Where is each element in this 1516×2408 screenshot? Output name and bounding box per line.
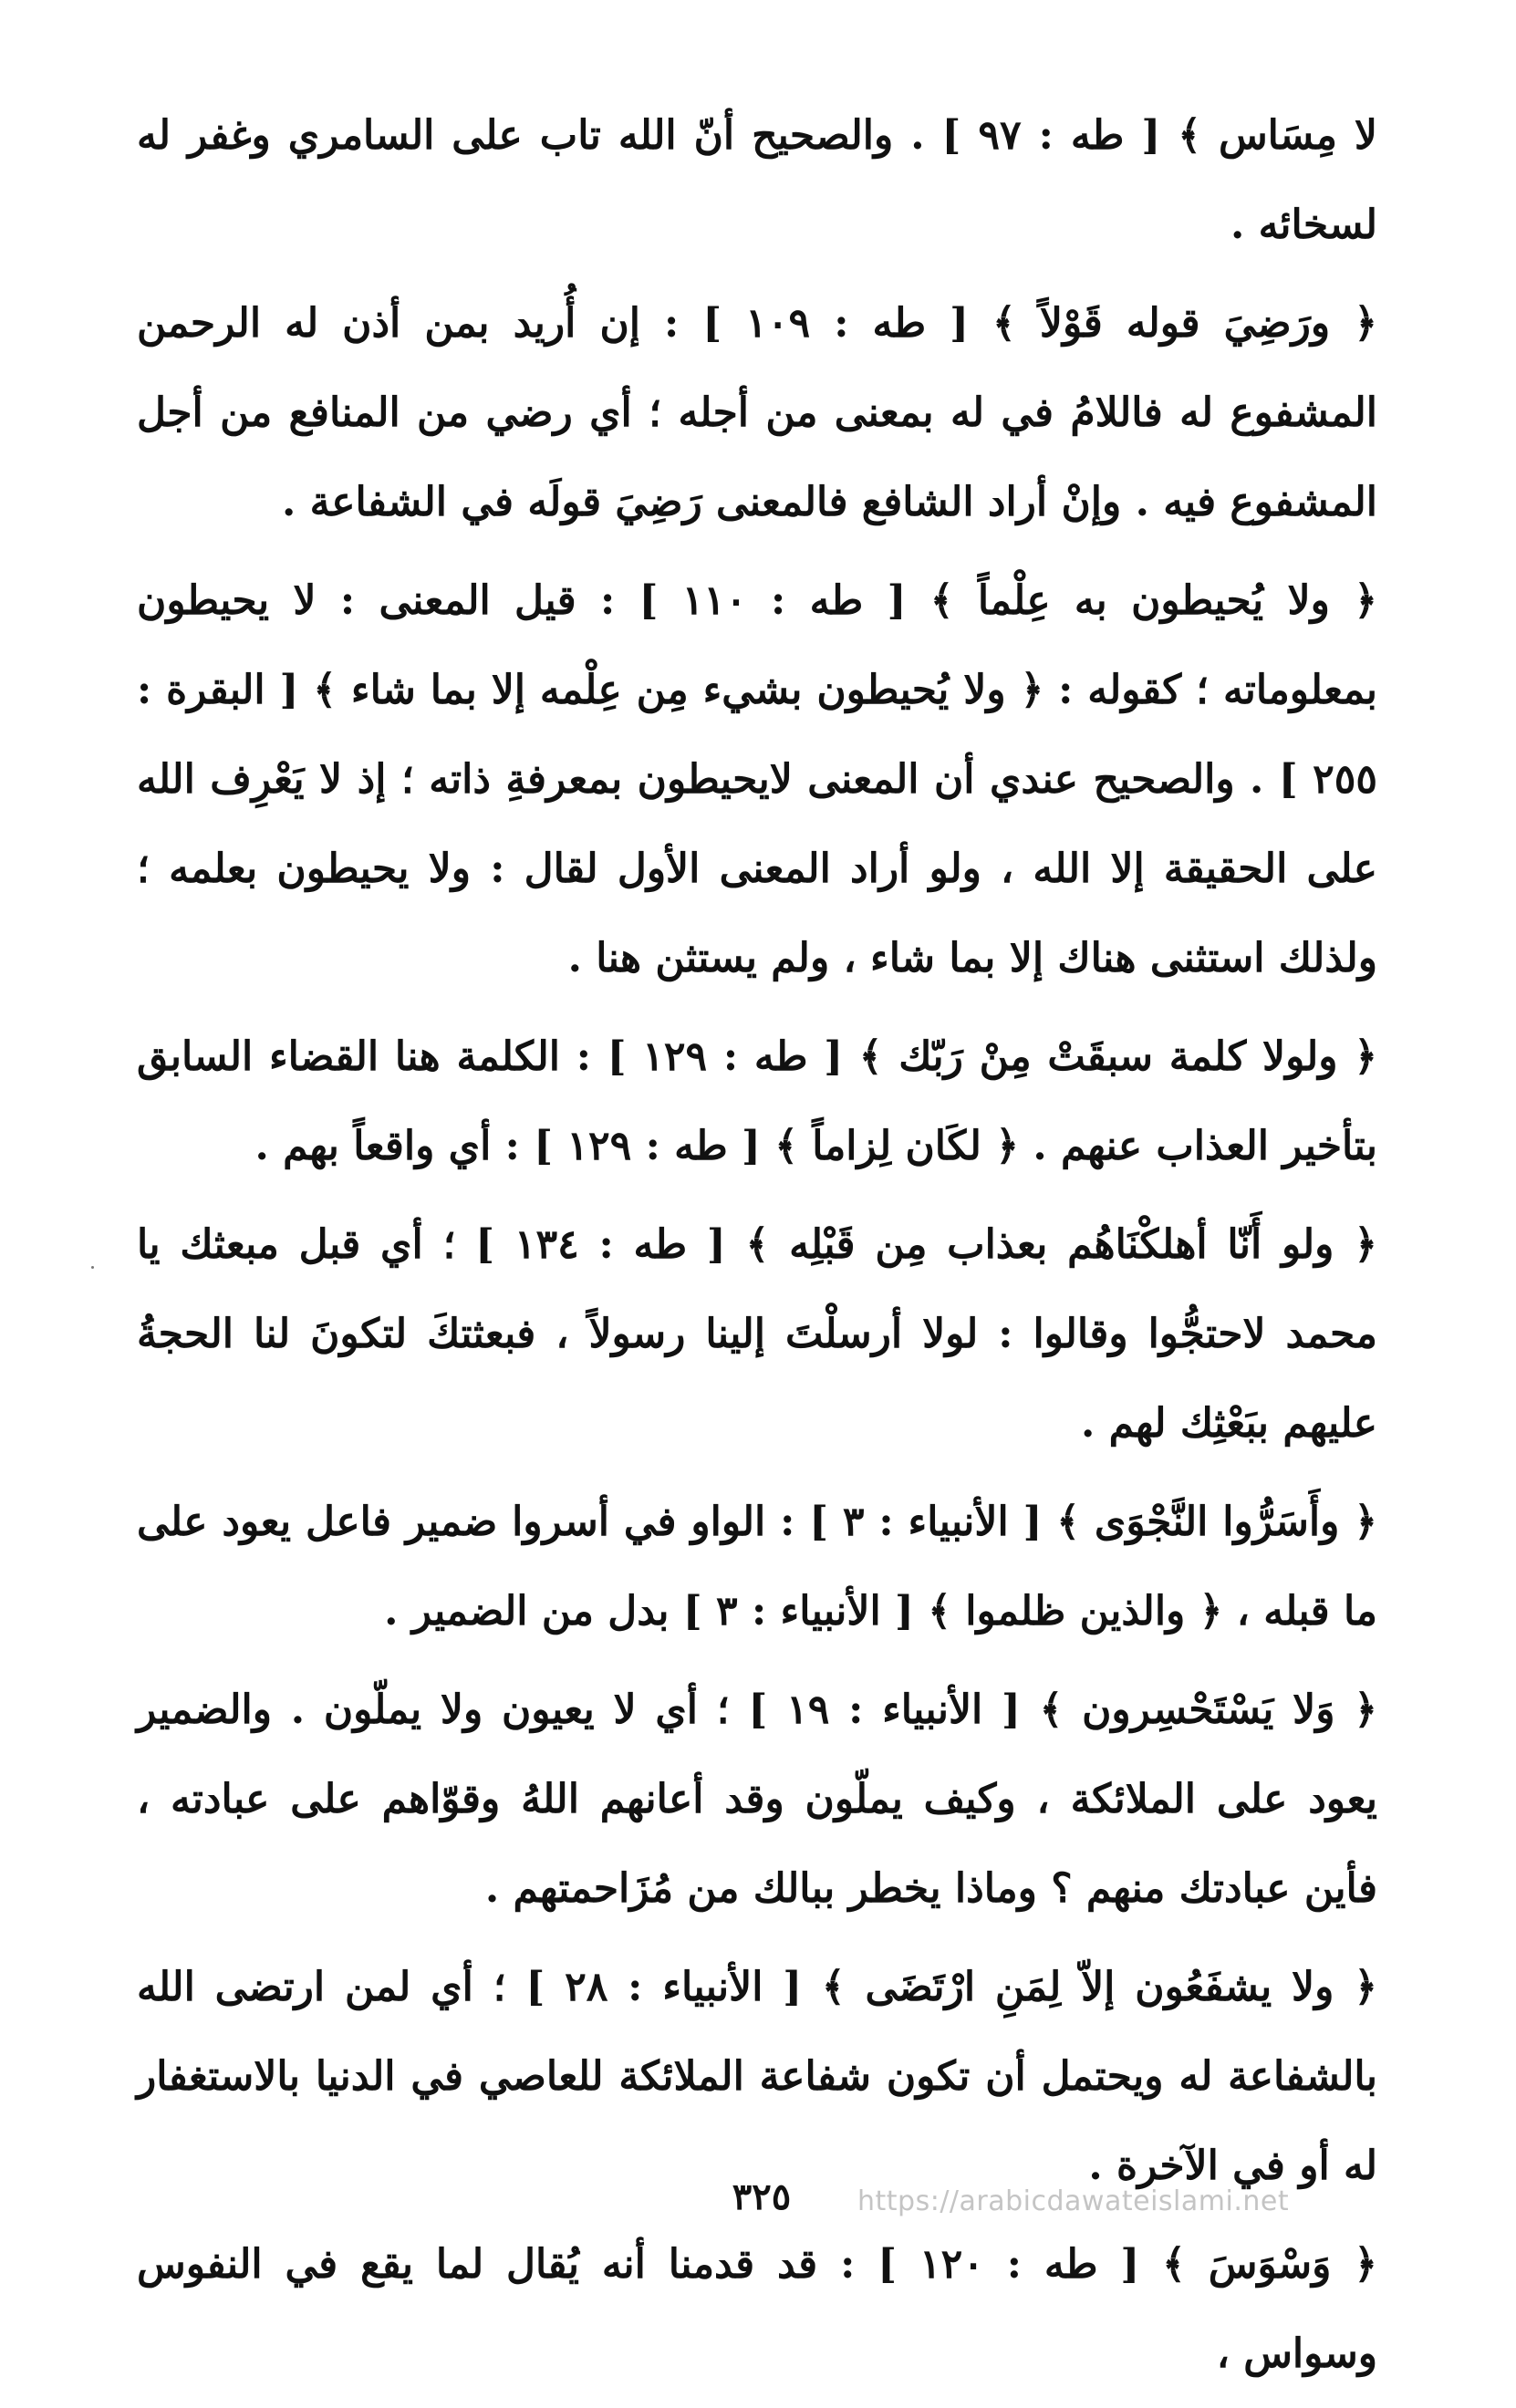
paragraph-6: ﴿ وأَسَرُّوا النَّجْوَى ﴾ [ الأنبياء : ٣ ] : الواو في أسروا ضمير فاعل يعود على ما قبله ، ﴿ والذين ظلموا ﴾ [ الأنبياء : ٣ ] بدل من الضمير . bbox=[137, 1499, 1377, 1635]
paragraph-4: ﴿ ولولا كلمة سبقَتْ مِنْ رَبّك ﴾ [ طه : ١٢٩ ] : الكلمة هنا القضاء السابق بتأخير العذاب عنهم . ﴿ لكَان لِزاماً ﴾ [ طه : ١٢٩ ] : أي واقعاً بهم . bbox=[137, 1033, 1377, 1169]
paragraph-9: ﴿ وَسْوَسَ ﴾ [ طه : ١٢٠ ] : قد قدمنا أنه يُقال لما يقع في النفوس وسواس ، bbox=[137, 2241, 1377, 2377]
paragraph-3: ﴿ ولا يُحيطون به عِلْماً ﴾ [ طه : ١١٠ ] : قيل المعنى : لا يحيطون بمعلوماته ؛ كقوله : ﴿ ولا يُحيطون بشيء مِن عِلْمه إلا بما شاء ﴾ [ البقرة : ٢٥٥ ] . والصحيح عندي أن المعنى لايحيطون بمعرفةِ ذاته ؛ إذ لا يَعْرِف الله على الحقيقة إلا الله ، ولو أراد المعنى الأول لقال : ولا يحيطون بعلمه ؛ ولذلك استثنى هناك إلا بما شاء ، ولم يستثن هنا . bbox=[137, 577, 1377, 981]
paragraph-1: لا مِسَاس ﴾ [ طه : ٩٧ ] . والصحيح أنّ الله تاب على السامري وغفر له لسخائه . bbox=[137, 112, 1377, 248]
paragraph-2: ﴿ ورَضِيَ قوله قَوْلاً ﴾ [ طه : ١٠٩ ] : إن أُريد بمن أذن له الرحمن المشفوع له فاللامُ في له بمعنى من أجله ؛ أي رضي من المنافع من أجل المشفوع فيه . وإنْ أراد الشافع فالمعنى رَضِيَ قولَه في الشفاعة . bbox=[137, 300, 1377, 525]
watermark-url: https://arabicdawateislami.net bbox=[857, 2185, 1290, 2217]
paragraph-8: ﴿ ولا يشفَعُون إلاّ لِمَنِ ارْتَضَى ﴾ [ الأنبياء : ٢٨ ] ؛ أي لمن ارتضى الله بالشفاعة له ويحتمل أن تكون شفاعة الملائكة للعاصي في الدنيا بالاستغفار له أو في الآخرة . bbox=[137, 1964, 1378, 2189]
paragraph-5: ﴿ ولو أَنّا أهلكْنَاهُم بعذاب مِن قَبْلِه ﴾ [ طه : ١٣٤ ] ؛ أي قبل مبعثك يا محمد لاحتجُّوا وقالوا : لولا أرسلْتَ إلينا رسولاً ، فبعثتكَ لتكونَ لنا الحجةُ عليهم ببَعْثِك لهم . bbox=[137, 1221, 1377, 1447]
paragraph-7: ﴿ وَلا يَسْتَحْسِرون ﴾ [ الأنبياء : ١٩ ] ؛ أي لا يعيون ولا يملّون . والضمير يعود على الملائكة ، وكيف يملّون وقد أعانهم اللهُ وقوّاهم على عبادته ، فأين عبادتك منهم ؟ وماذا يخطر ببالك من مُزَاحمتهم . bbox=[137, 1687, 1377, 1912]
scan-speck bbox=[91, 1266, 94, 1269]
page-number: ٣٢٥ bbox=[732, 2175, 792, 2218]
page-body bbox=[137, 91, 1377, 2408]
